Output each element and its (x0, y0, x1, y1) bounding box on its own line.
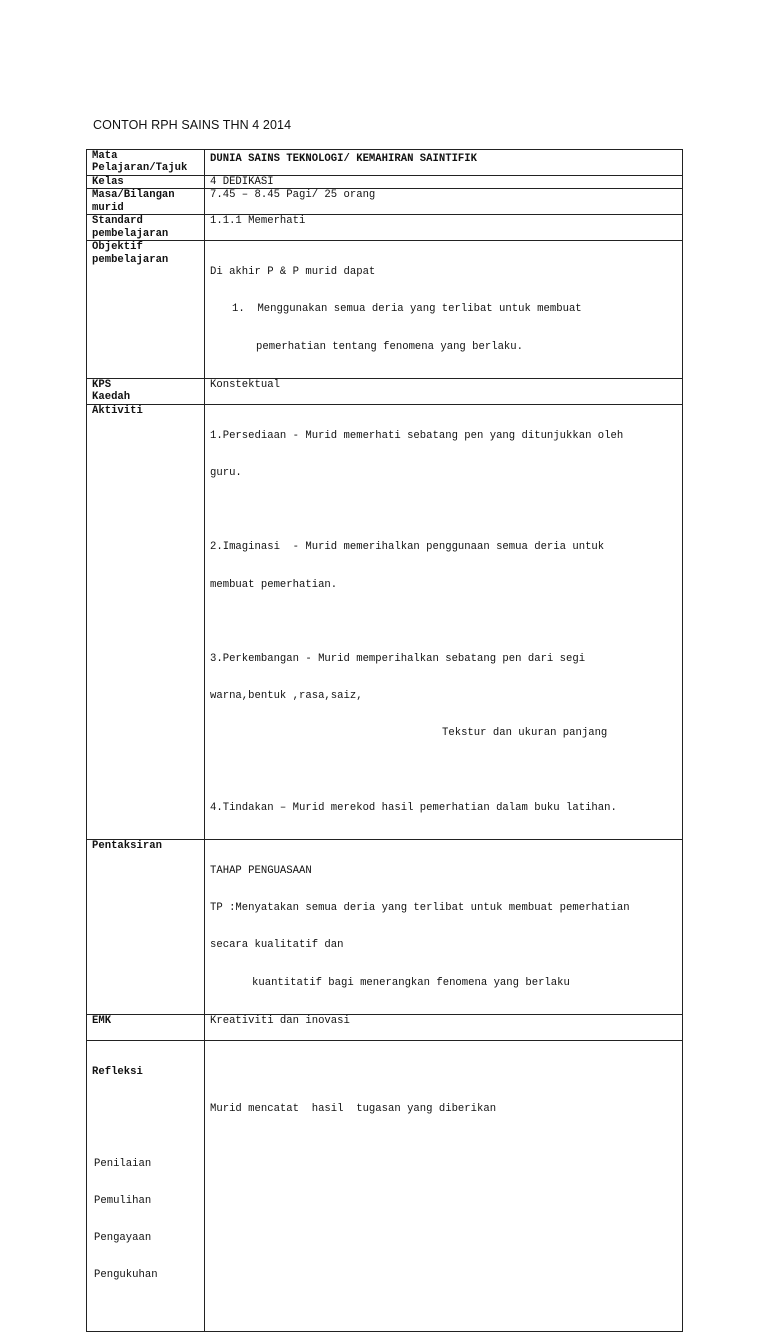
aktiviti-1-line1: 1.Persediaan - Murid memerhati sebatang pen yang ditunjukkan oleh (210, 429, 624, 442)
objektif-item-line2: pemerhatian tentang fenomena yang berlaku. (256, 340, 524, 353)
value-emk: Kreativiti dan inovasi (205, 1014, 683, 1040)
refleksi-sub-penilaian: Penilaian (94, 1157, 152, 1170)
aktiviti-4-line1: 4.Tindakan – Murid merekod hasil pemerhatian dalam buku latihan. (210, 801, 617, 814)
value-pentaksiran (205, 840, 683, 1015)
refleksi-sub-pemulihan: Pemulihan (94, 1194, 152, 1207)
row-refleksi (87, 1040, 683, 1332)
row-objektif (87, 241, 683, 378)
objektif-item-1 (210, 303, 677, 315)
spacer (210, 765, 677, 777)
pentaksiran-line4: kuantitatif bagi menerangkan fenomena yang berlaku (252, 976, 570, 989)
pentaksiran-line2: TP :Menyatakan semua deria yang terlibat untuk membuat pemerhatian (210, 902, 630, 915)
row-masa (87, 189, 683, 215)
aktiviti-3-line3: Tekstur dan ukuran panjang (442, 727, 608, 740)
value-kps: Konstektual (205, 378, 683, 404)
pentaksiran-line1: TAHAP PENGUASAAN (210, 864, 312, 877)
objektif-item-line1: Menggunakan semua deria yang terlibat untuk membuat (257, 303, 582, 316)
objektif-item-number: 1. (232, 303, 245, 316)
objektif-intro: Di akhir P & P murid dapat (210, 266, 376, 279)
label-kelas: Kelas (87, 176, 205, 189)
value-refleksi-cell (205, 1040, 683, 1332)
spacer (210, 504, 677, 516)
aktiviti-3-line2: warna,bentuk ,rasa,saiz, (210, 690, 363, 703)
value-objektif (205, 241, 683, 378)
label-objektif: Objektif pembelajaran (87, 241, 205, 378)
label-pentaksiran: Pentaksiran (87, 840, 205, 1015)
aktiviti-3-line1: 3.Perkembangan - Murid memperihalkan sebatang pen dari segi (210, 652, 586, 665)
refleksi-sub-pengukuhan: Pengukuhan (94, 1269, 158, 1282)
value-masa: 7.45 – 8.45 Pagi/ 25 orang (205, 189, 683, 215)
label-refleksi: Refleksi (92, 1065, 143, 1078)
row-pentaksiran (87, 840, 683, 1015)
label-masa: Masa/Bilangan murid (87, 189, 205, 215)
pentaksiran-line3: secara kualitatif dan (210, 939, 344, 952)
row-standard (87, 215, 683, 241)
spacer (210, 616, 677, 628)
value-refleksi: Murid mencatat hasil tugasan yang diberikan (210, 1102, 497, 1115)
refleksi-sublabels (92, 1133, 199, 1307)
label-kps: KPS Kaedah (87, 378, 205, 404)
label-standard: Standard pembelajaran (87, 215, 205, 241)
aktiviti-2-line2: membuat pemerhatian. (210, 578, 338, 591)
label-emk: EMK (87, 1014, 205, 1040)
rph-table (86, 149, 683, 1332)
document-title: CONTOH RPH SAINS THN 4 2014 (93, 118, 292, 132)
label-aktiviti: Aktiviti (87, 404, 205, 839)
row-kps (87, 378, 683, 404)
row-kelas (87, 176, 683, 189)
value-kelas: 4 DEDIKASI (205, 176, 683, 189)
aktiviti-2-line1: 2.Imaginasi - Murid memerihalkan penggunaan semua deria untuk (210, 541, 605, 554)
value-aktiviti (205, 404, 683, 839)
label-refleksi-cell (87, 1040, 205, 1332)
row-emk (87, 1014, 683, 1040)
row-aktiviti (87, 404, 683, 839)
value-standard: 1.1.1 Memerhati (205, 215, 683, 241)
label-mata-pelajaran: Mata Pelajaran/Tajuk (87, 150, 205, 176)
row-mata-pelajaran (87, 150, 683, 176)
value-mata-pelajaran: DUNIA SAINS TEKNOLOGI/ KEMAHIRAN SAINTIFIK (205, 150, 683, 176)
refleksi-sub-pengayaan: Pengayaan (94, 1232, 152, 1245)
aktiviti-1-line2: guru. (210, 466, 242, 479)
